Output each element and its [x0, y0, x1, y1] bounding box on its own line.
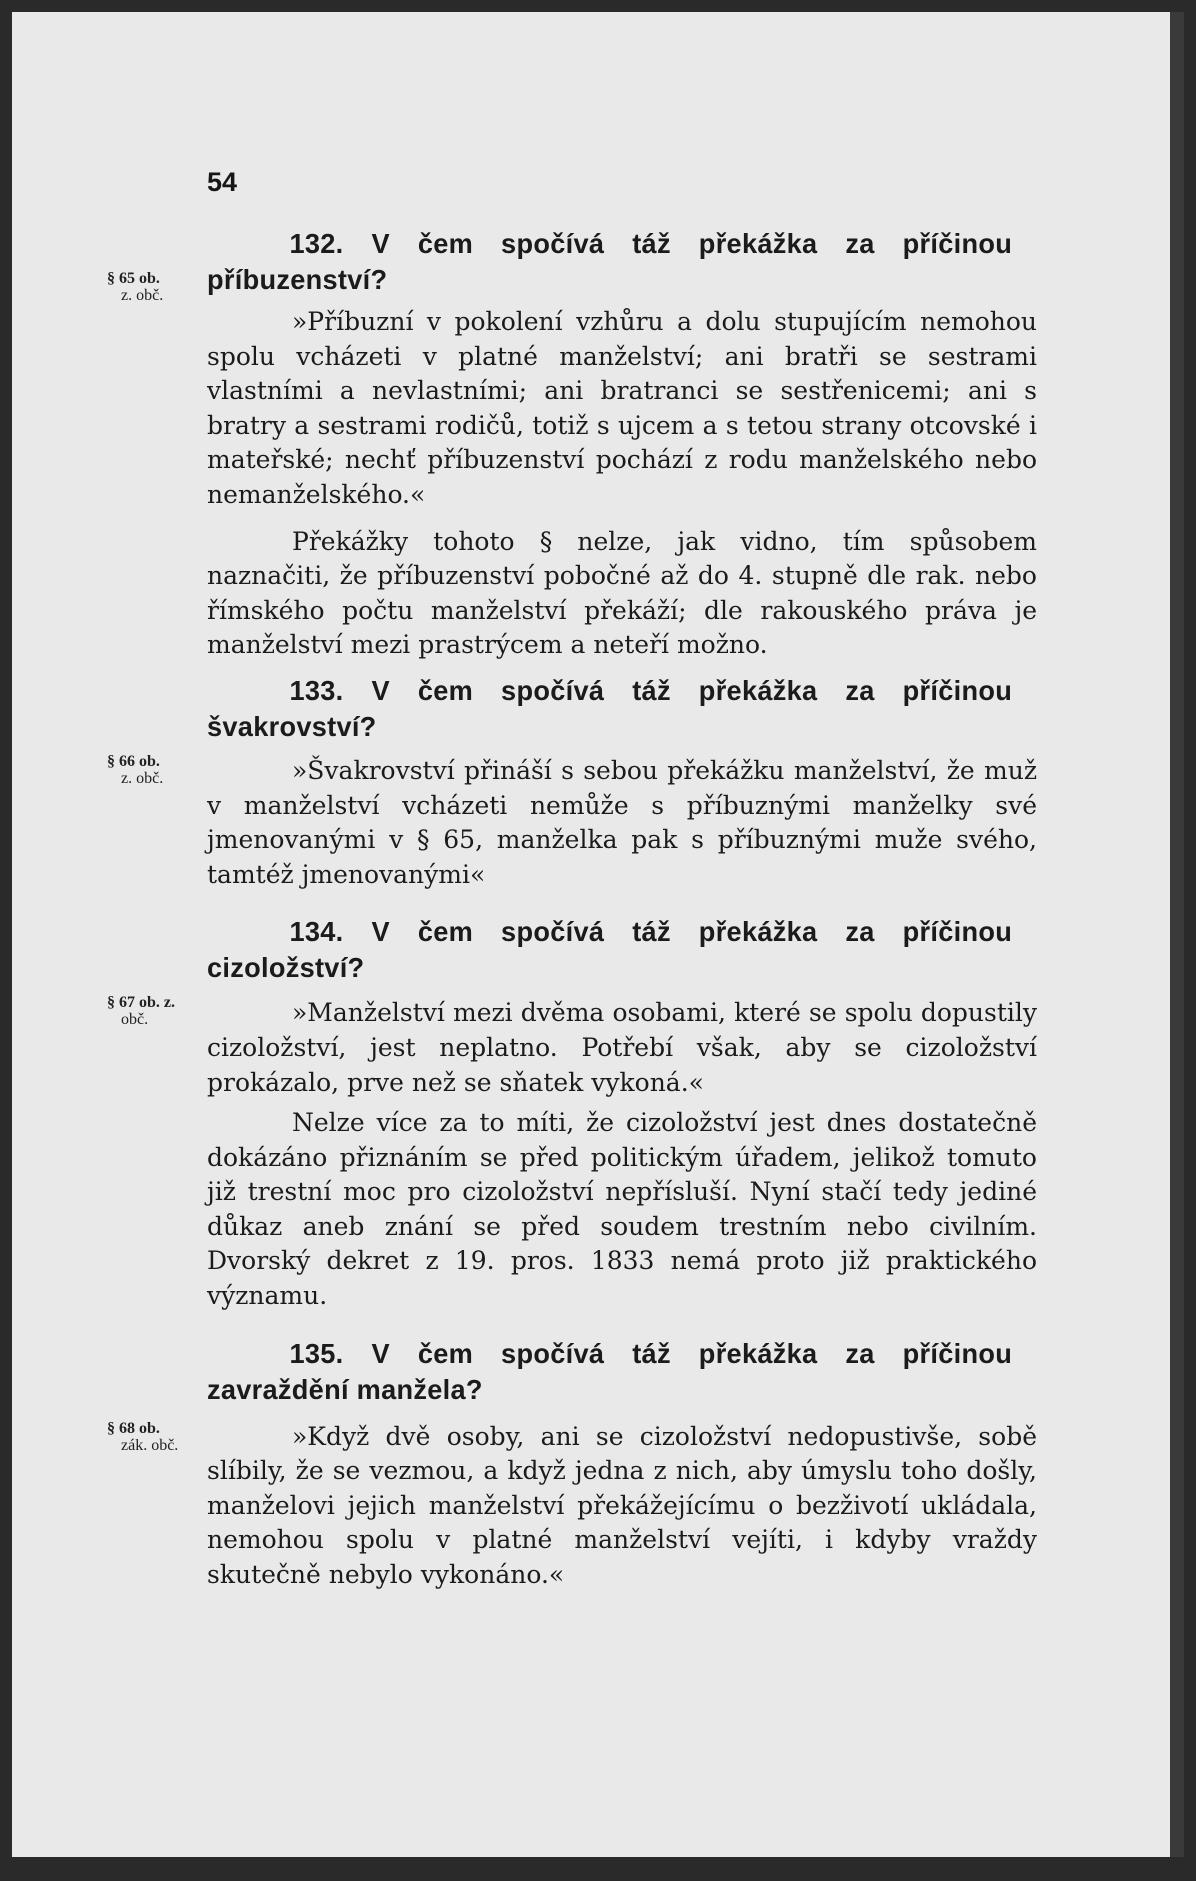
margin-reference-line: § 65 ob. [107, 270, 160, 287]
section-133 [107, 673, 1037, 892]
paragraph: Nelze více za to míti, že cizoložství jest dnes dostatečně dokázáno přiznáním se před politickým úřadem, jelikož tomuto již trestní moc pro cizoložství nepřísluší. Nyní stačí tedy jediné důkaz aneb znání se před soudem trestním nebo civilním. Dvorský dekret z 19. pros. 1833 nemá proto již praktického významu. [207, 1108, 1037, 1311]
paragraph: »Manželství mezi dvěma osobami, které se spolu dopustily cizoložství, jest neplatno. Potřebí však, aby se cizoložství prokázalo, prve než se sňatek vykoná.« [207, 998, 1037, 1097]
margin-reference [107, 1420, 199, 1454]
section-heading: 134. V čem spočívá táž překážka za příčinou cizoložství? [207, 916, 1013, 984]
paragraph: »Švakrovství přináší s sebou překážku manželství, že muž v manželství vcházeti nemůže s příbuznými manželky své jmenovanými v § 65, manželka pak s příbuznými muže svého, tamtéž jmenovanými« [207, 755, 1037, 889]
margin-reference-line: zák. obč. [121, 1436, 179, 1454]
page-number: 54 [207, 167, 238, 197]
page-edge-shadow [1170, 12, 1184, 1857]
paragraph: »Příbuzní v pokolení vzhůru a dolu stupujícím nemohou spolu vcházeti v platné manželství; ani bratři se sestrami vlastními a nevlastními; ani bratranci se sestřenicemi; ani s bratry a sestrami rodičů, totiž s ujcem a s tetou strany otcovské i mateřské; nechť příbuzenství pochází z rodu manželského nebo nemanželského.« [207, 307, 1037, 509]
section-132 [107, 226, 1037, 663]
margin-reference [107, 994, 199, 1028]
book-page [12, 12, 1184, 1857]
margin-reference-line: § 67 ob. z. [107, 994, 175, 1012]
section-135 [107, 1336, 1037, 1593]
page-content [107, 226, 1037, 1593]
margin-reference [107, 753, 199, 787]
margin-reference [107, 270, 199, 304]
margin-reference-line: obč. [121, 1011, 149, 1029]
margin-reference-line: § 66 ob. [107, 752, 160, 770]
margin-reference-line: z. obč. [121, 769, 164, 787]
margin-reference-line: § 68 ob. [107, 1419, 160, 1437]
section-134 [107, 914, 1037, 1313]
paragraph: »Když dvě osoby, ani se cizoložství nedopustivše, sobě slíbily, že se vezmou, a když jedna z nich, aby úmyslu toho došly, manželovi jejich manželství překážejícímu o bezživotí ukládala, nemohou spolu v platné manželství vejíti, i kdyby vraždy skutečně nebylo vykonáno.« [207, 1421, 1037, 1590]
margin-reference-line: z. obč. [121, 287, 164, 304]
section-heading: 133. V čem spočívá táž překážka za příčinou švakrovství? [207, 674, 1013, 742]
paragraph: Překážky tohoto § nelze, jak vidno, tím spůsobem naznačiti, že příbuzenství pobočné až do 4. stupně dle rak. nebo římského počtu manželství překáží; dle rakouského práva je manželství mezi prastrýcem a neteří možno. [207, 526, 1037, 660]
section-heading: 135. V čem spočívá táž překážka za příčinou zavraždění manžela? [207, 1337, 1013, 1405]
section-heading: 132. V čem spočívá táž překážka za příčinou příbuzenství? [207, 228, 1013, 295]
